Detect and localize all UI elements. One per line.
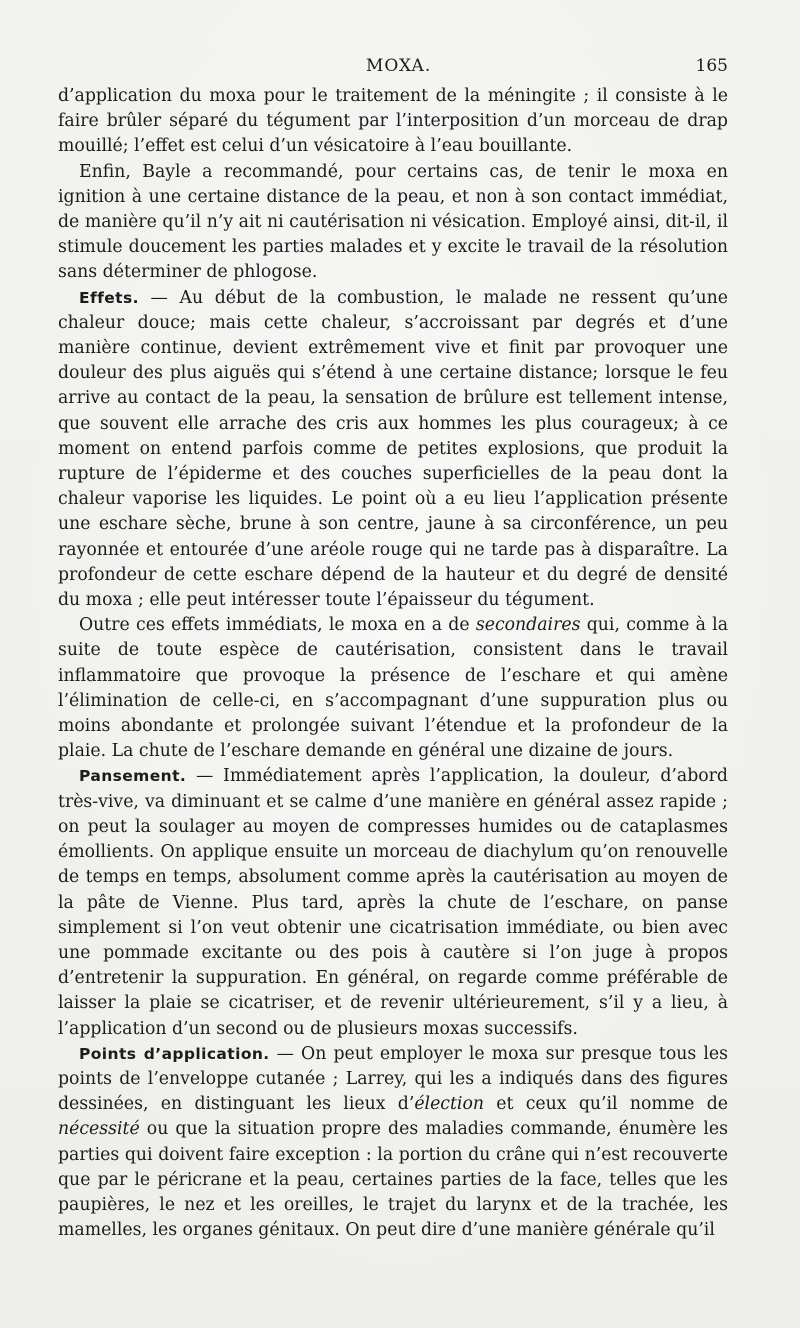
paragraph-text: — Immédiatement après l’application, la douleur, d’abord très-vive, va diminuant et se calme d’une manière en général assez rapide ; on peut la soulager au moyen de compresses humides ou de cataplasmes émollients. On applique ensuite un morceau de diachylum qu’on renouvelle de temps en temps, absolument comme après la cautérisation au moyen de la pâte de Vienne. Plus tard, après la chute de l’eschare, on panse simplement si l’on veut obtenir une cicatrisation immédiate, ou bien avec une pommade excitante ou des pois à cautère si l’on juge à propos d’entretenir la suppuration. En général, on regarde comme préférable de laisser la plaie se cicatriser, et de revenir ultérieurement, s’il y a lieu, à l’application d’un second ou de plusieurs moxas successifs. [58,766,728,1039]
paragraph-continuation [58,84,728,160]
section-heading-points-application: Points d’application. [79,1044,270,1063]
italic-term: nécessité [58,1119,140,1140]
paragraph-effets [58,286,728,614]
paragraph-text: Outre ces effets immédiats, le moxa en a de [79,615,476,636]
paragraph-text: d’application du moxa pour le traitement de la méningite ; il consiste à le faire brûler séparé du tégument par l’interposition d’un morceau de drap mouillé; l’effet est celui d’un vésicatoire à l’eau bouillante. [58,86,728,157]
paragraph-text: et ceux qu’il nomme de [483,1094,728,1115]
paragraph-points-application [58,1042,728,1244]
paragraph-bayle [58,160,728,286]
body-text [58,84,728,1243]
section-heading-pansement: Pansement. [79,767,187,786]
section-heading-effets: Effets. [79,288,139,307]
page-header [0,52,800,80]
paragraph-text: ou que la situation propre des maladies commande, énumère les parties qui doivent faire exception : la portion du crâne qui n’est recouverte que par le péricrane et la peau, certaines parties de la face, telles que les paupières, le nez et les oreilles, le trajet du larynx et de la trachée, les mamelles, les organes génitaux. On peut dire d’une manière générale qu’il [58,1119,728,1241]
italic-term: secondaires [475,615,581,636]
page-number: 165 [695,56,728,76]
paragraph-effets-secondaires [58,613,728,764]
paragraph-text: Enfin, Bayle a recommandé, pour certains cas, de tenir le moxa en ignition à une certaine distance de la peau, et non à son contact immédiat, de manière qu’il n’y ait ni cautérisation ni vésication. Employé ainsi, dit-il, il stimule doucement les parties malades et y excite le travail de la résolution sans déterminer de phlogose. [58,161,728,283]
italic-term: élection [414,1094,484,1115]
paragraph-text: — On peut employer le moxa sur presque tous les points de l’enveloppe cutanée ; Larrey, qui les a indiqués dans des figures dessinées, en distinguant les lieux d’ [58,1043,728,1115]
paragraph-text: — Au début de la combustion, le malade ne ressent qu’une chaleur douce; mais cette chaleur, s’accroissant par degrés et d’une manière continue, devient extrêmement vive et finit par provoquer une douleur des plus aiguës qui s’étend à une certaine distance; lorsque le feu arrive au contact de la peau, la sensation de brûlure est tellement intense, que souvent elle arrache des cris aux hommes les plus courageux; à ce moment on entend parfois comme de petites explosions, que produit la rupture de l’épiderme et des couches superficielles de la peau dont la chaleur vaporise les liquides. Le point où a eu lieu l’application présente une eschare sèche, brune à son centre, jaune à sa circonférence, un peu rayonnée et entourée d’une aréole rouge qui ne tarde pas à disparaître. La profondeur de cette eschare dépend de la hauteur et du degré de densité du moxa ; elle peut intéresser toute l’épaisseur du tégument. [58,287,728,611]
paragraph-text: qui, comme à la suite de toute espèce de cautérisation, consistent dans le travail inflammatoire que provoque la présence de l’eschare et qui amène l’élimination de celle-ci, en s’accompagnant d’une suppuration plus ou moins abondante et prolongée suivant l’étendue et la profondeur de la plaie. La chute de l’eschare demande en général une dizaine de jours. [58,615,728,762]
running-title: MOXA. [366,56,432,76]
paragraph-pansement [58,764,728,1041]
